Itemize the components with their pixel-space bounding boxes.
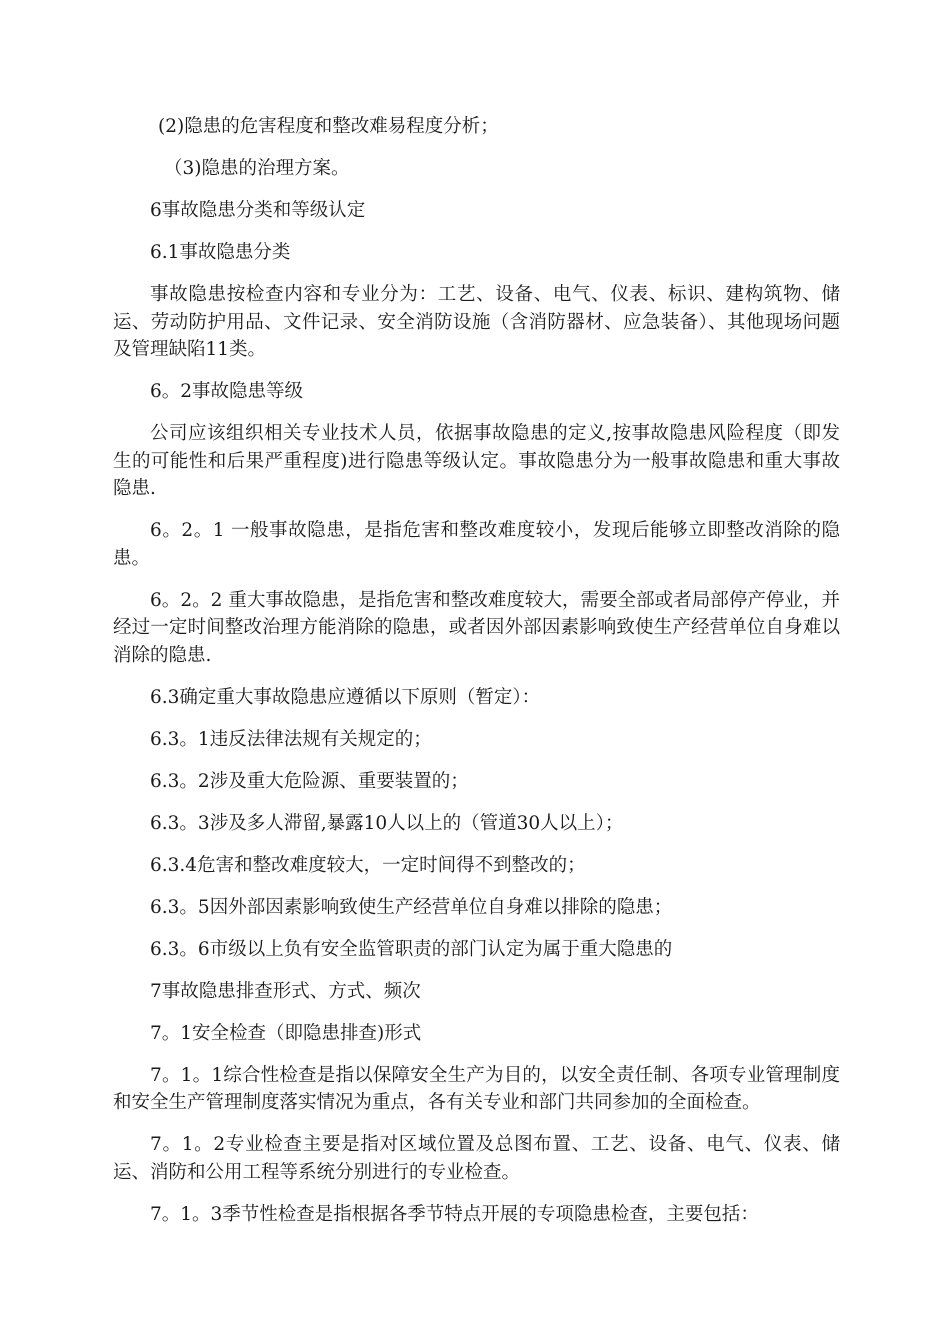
list-item: 6.3。5因外部因素影响致使生产经营单位自身难以排除的隐患； bbox=[150, 896, 673, 918]
list-item: 6.3。1违反法律法规有关规定的； bbox=[150, 728, 432, 750]
subsection-heading: 7。1安全检查（即隐患排查)形式 bbox=[150, 1022, 422, 1044]
section-heading: 6事故隐患分类和等级认定 bbox=[150, 200, 366, 221]
paragraph: 7。1。1综合性检查是指以保障安全生产为目的，以安全责任制、各项专业管理制度和安全生产管理制度落实情况为重点，各有关专业和部门共同参加的全面检查。 bbox=[113, 1064, 840, 1113]
subsection-heading: 6。2事故隐患等级 bbox=[150, 381, 304, 402]
paragraph: （3)隐患的治理方案。 bbox=[164, 158, 350, 179]
document-body bbox=[113, 113, 840, 1243]
subsection-heading: 6.3确定重大事故隐患应遵循以下原则（暂定）： bbox=[150, 686, 541, 708]
section-heading: 7事故隐患排查形式、方式、频次 bbox=[150, 980, 421, 1002]
list-item: 6.3。2涉及重大危险源、重要装置的； bbox=[150, 770, 469, 792]
paragraph: 6。2。1 一般事故隐患，是指危害和整改难度较小，发现后能够立即整改消除的隐患。 bbox=[113, 520, 840, 569]
list-item: 6.3。3涉及多人滞留,暴露10人以上的（管道30人以上）； bbox=[150, 812, 624, 834]
paragraph: 6。2。2 重大事故隐患，是指危害和整改难度较大，需要全部或者局部停产停业，并经过一定时间整改治理方能消除的隐患，或者因外部因素影响致使生产经营单位自身难以消除的隐患. bbox=[113, 589, 840, 666]
paragraph: 7。1。3季节性检查是指根据各季节特点开展的专项隐患检查，主要包括： bbox=[150, 1203, 759, 1225]
paragraph: 7。1。2专业检查主要是指对区域位置及总图布置、工艺、设备、电气、仪表、储运、消防和公用工程等系统分别进行的专业检查。 bbox=[113, 1134, 840, 1183]
paragraph: (2)隐患的危害程度和整改难易程度分析； bbox=[158, 116, 499, 137]
paragraph: 公司应该组织相关专业技术人员，依据事故隐患的定义,按事故隐患风险程度（即发生的可能性和后果严重程度)进行隐患等级认定。事故隐患分为一般事故隐患和重大事故隐患. bbox=[113, 423, 840, 499]
subsection-heading: 6.1事故隐患分类 bbox=[150, 242, 291, 263]
paragraph: 事故隐患按检查内容和专业分为：工艺、设备、电气、仪表、标识、建构筑物、储运、劳动防护用品、文件记录、安全消防设施（含消防器材、应急装备）、其他现场问题及管理缺陷11类。 bbox=[113, 284, 840, 360]
list-item: 6.3。6市级以上负有安全监管职责的部门认定为属于重大隐患的 bbox=[150, 938, 673, 960]
list-item: 6.3.4危害和整改难度较大，一定时间得不到整改的； bbox=[150, 854, 586, 876]
